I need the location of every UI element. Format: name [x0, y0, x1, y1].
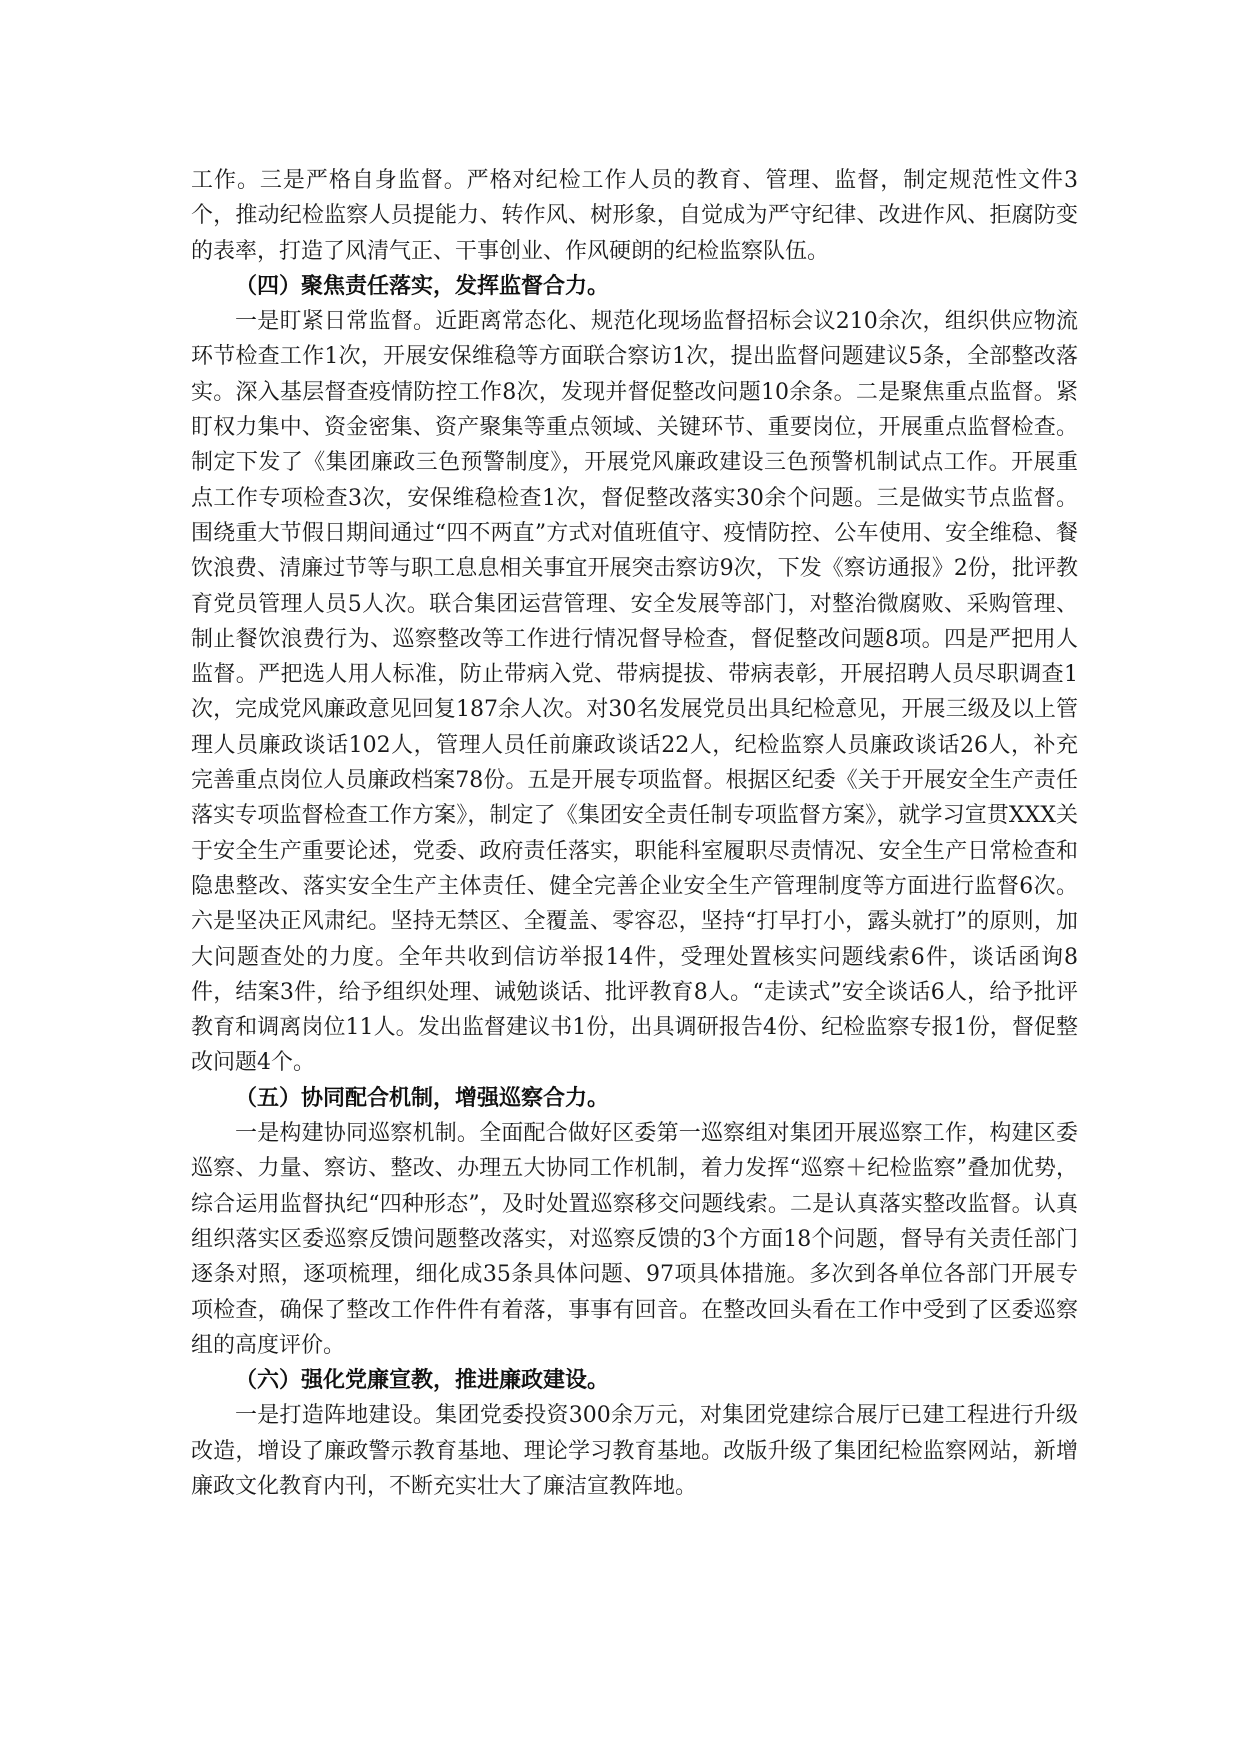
section-heading-6: （六）强化党廉宣教，推进廉政建设。 [235, 1367, 610, 1394]
paragraph-section-4: 一是盯紧日常监督。近距离常态化、规范化现场监督招标会议210余次，组织供应物流环节检查工作1次，开展安保维稳等方面联合察访1次，提出监督问题建议5条，全部整改落实。深入基层督查疫情防控工作8次，发现并督促整改问题10余条。二是聚焦重点监督。紧盯权力集中、资金密集、资产聚集等重点领域、关键环节、重要岗位，开展重点监督检查。制定下发了《集团廉政三色预警制度》，开展党风廉政建设三色预警机制试点工作。开展重点工作专项检查3次，安保维稳检查1次，督促整改落实30余个问题。三是做实节点监督。围绕重大节假日期间通过“四不两直”方式对值班值守、疫情防控、公车使用、安全维稳、餐饮浪费、清廉过节等与职工息息相关事宜开展突击察访9次，下发《察访通报》2份，批评教育党员管理人员5人次。联合集团运营管理、安全发展等部门，对整治微腐败、采购管理、制止餐饮浪费行为、巡察整改等工作进行情况督导检查，督促整改问题8项。四是严把用人监督。严把选人用人标准，防止带病入党、带病提拔、带病表彰，开展招聘人员尽职调查1次，完成党风廉政意见回复187余人次。对30名发展党员出具纪检意见，开展三级及以上管理人员廉政谈话102人，管理人员任前廉政谈话22人，纪检监察人员廉政谈话26人，补充完善重点岗位人员廉政档案78份。五是开展专项监督。根据区纪委《关于开展安全生产责任落实专项监督检查工作方案》，制定了《集团安全责任制专项监督方案》，就学习宣贯XXX关于安全生产重要论述，党委、政府责任落实，职能科室履职尽责情况、安全生产日常检查和隐患整改、落实安全生产主体责任、健全完善企业安全生产管理制度等方面进行监督6次。六是坚决正风肃纪。坚持无禁区、全覆盖、零容忍，坚持“打早打小，露头就打”的原则，加大问题查处的力度。全年共收到信访举报14件，受理处置核实问题线索6件，谈话函询8件，结案3件，给予组织处理、诫勉谈话、批评教育8人。“走读式”安全谈话6人，给予批评教育和调离岗位11人。发出监督建议书1份，出具调研报告4份、纪检监察专报1份，督促整改问题4个。 [191, 309, 1079, 1076]
paragraph-section-5: 一是构建协同巡察机制。全面配合做好区委第一巡察组对集团开展巡察工作，构建区委巡察、力量、察访、整改、办理五大协同工作机制，着力发挥“巡察＋纪检监察”叠加优势，综合运用监督执纪“四种形态”，及时处置巡察移交问题线索。二是认真落实整改监督。认真组织落实区委巡察反馈问题整改落实，对巡察反馈的3个方面18个问题，督导有关责任部门逐条对照，逐项梳理，细化成35条具体问题、97项具体措施。多次到各单位各部门开展专项检查，确保了整改工作件件有着落，事事有回音。在整改回头看在工作中受到了区委巡察组的高度评价。 [191, 1121, 1078, 1358]
paragraph-section-6: 一是打造阵地建设。集团党委投资300余万元，对集团党建综合展厅已建工程进行升级改造，增设了廉政警示教育基地、理论学习教育基地。改版升级了集团纪检监察网站，新增廉政文化教育内刊，不断充实壮大了廉洁宣教阵地。 [191, 1403, 1078, 1499]
document-body [191, 163, 1078, 1504]
paragraph-continuation: 工作。三是严格自身监督。严格对纪检工作人员的教育、管理、监督，制定规范性文件3个，推动纪检监察人员提能力、转作风、树形象，自觉成为严守纪律、改进作风、拒腐防变的表率，打造了风清气正、干事创业、作风硬朗的纪检监察队伍。 [191, 168, 1078, 264]
section-heading-5: （五）协同配合机制，增强巡察合力。 [235, 1084, 610, 1111]
section-heading-4: （四）聚焦责任落实，发挥监督合力。 [235, 272, 610, 299]
